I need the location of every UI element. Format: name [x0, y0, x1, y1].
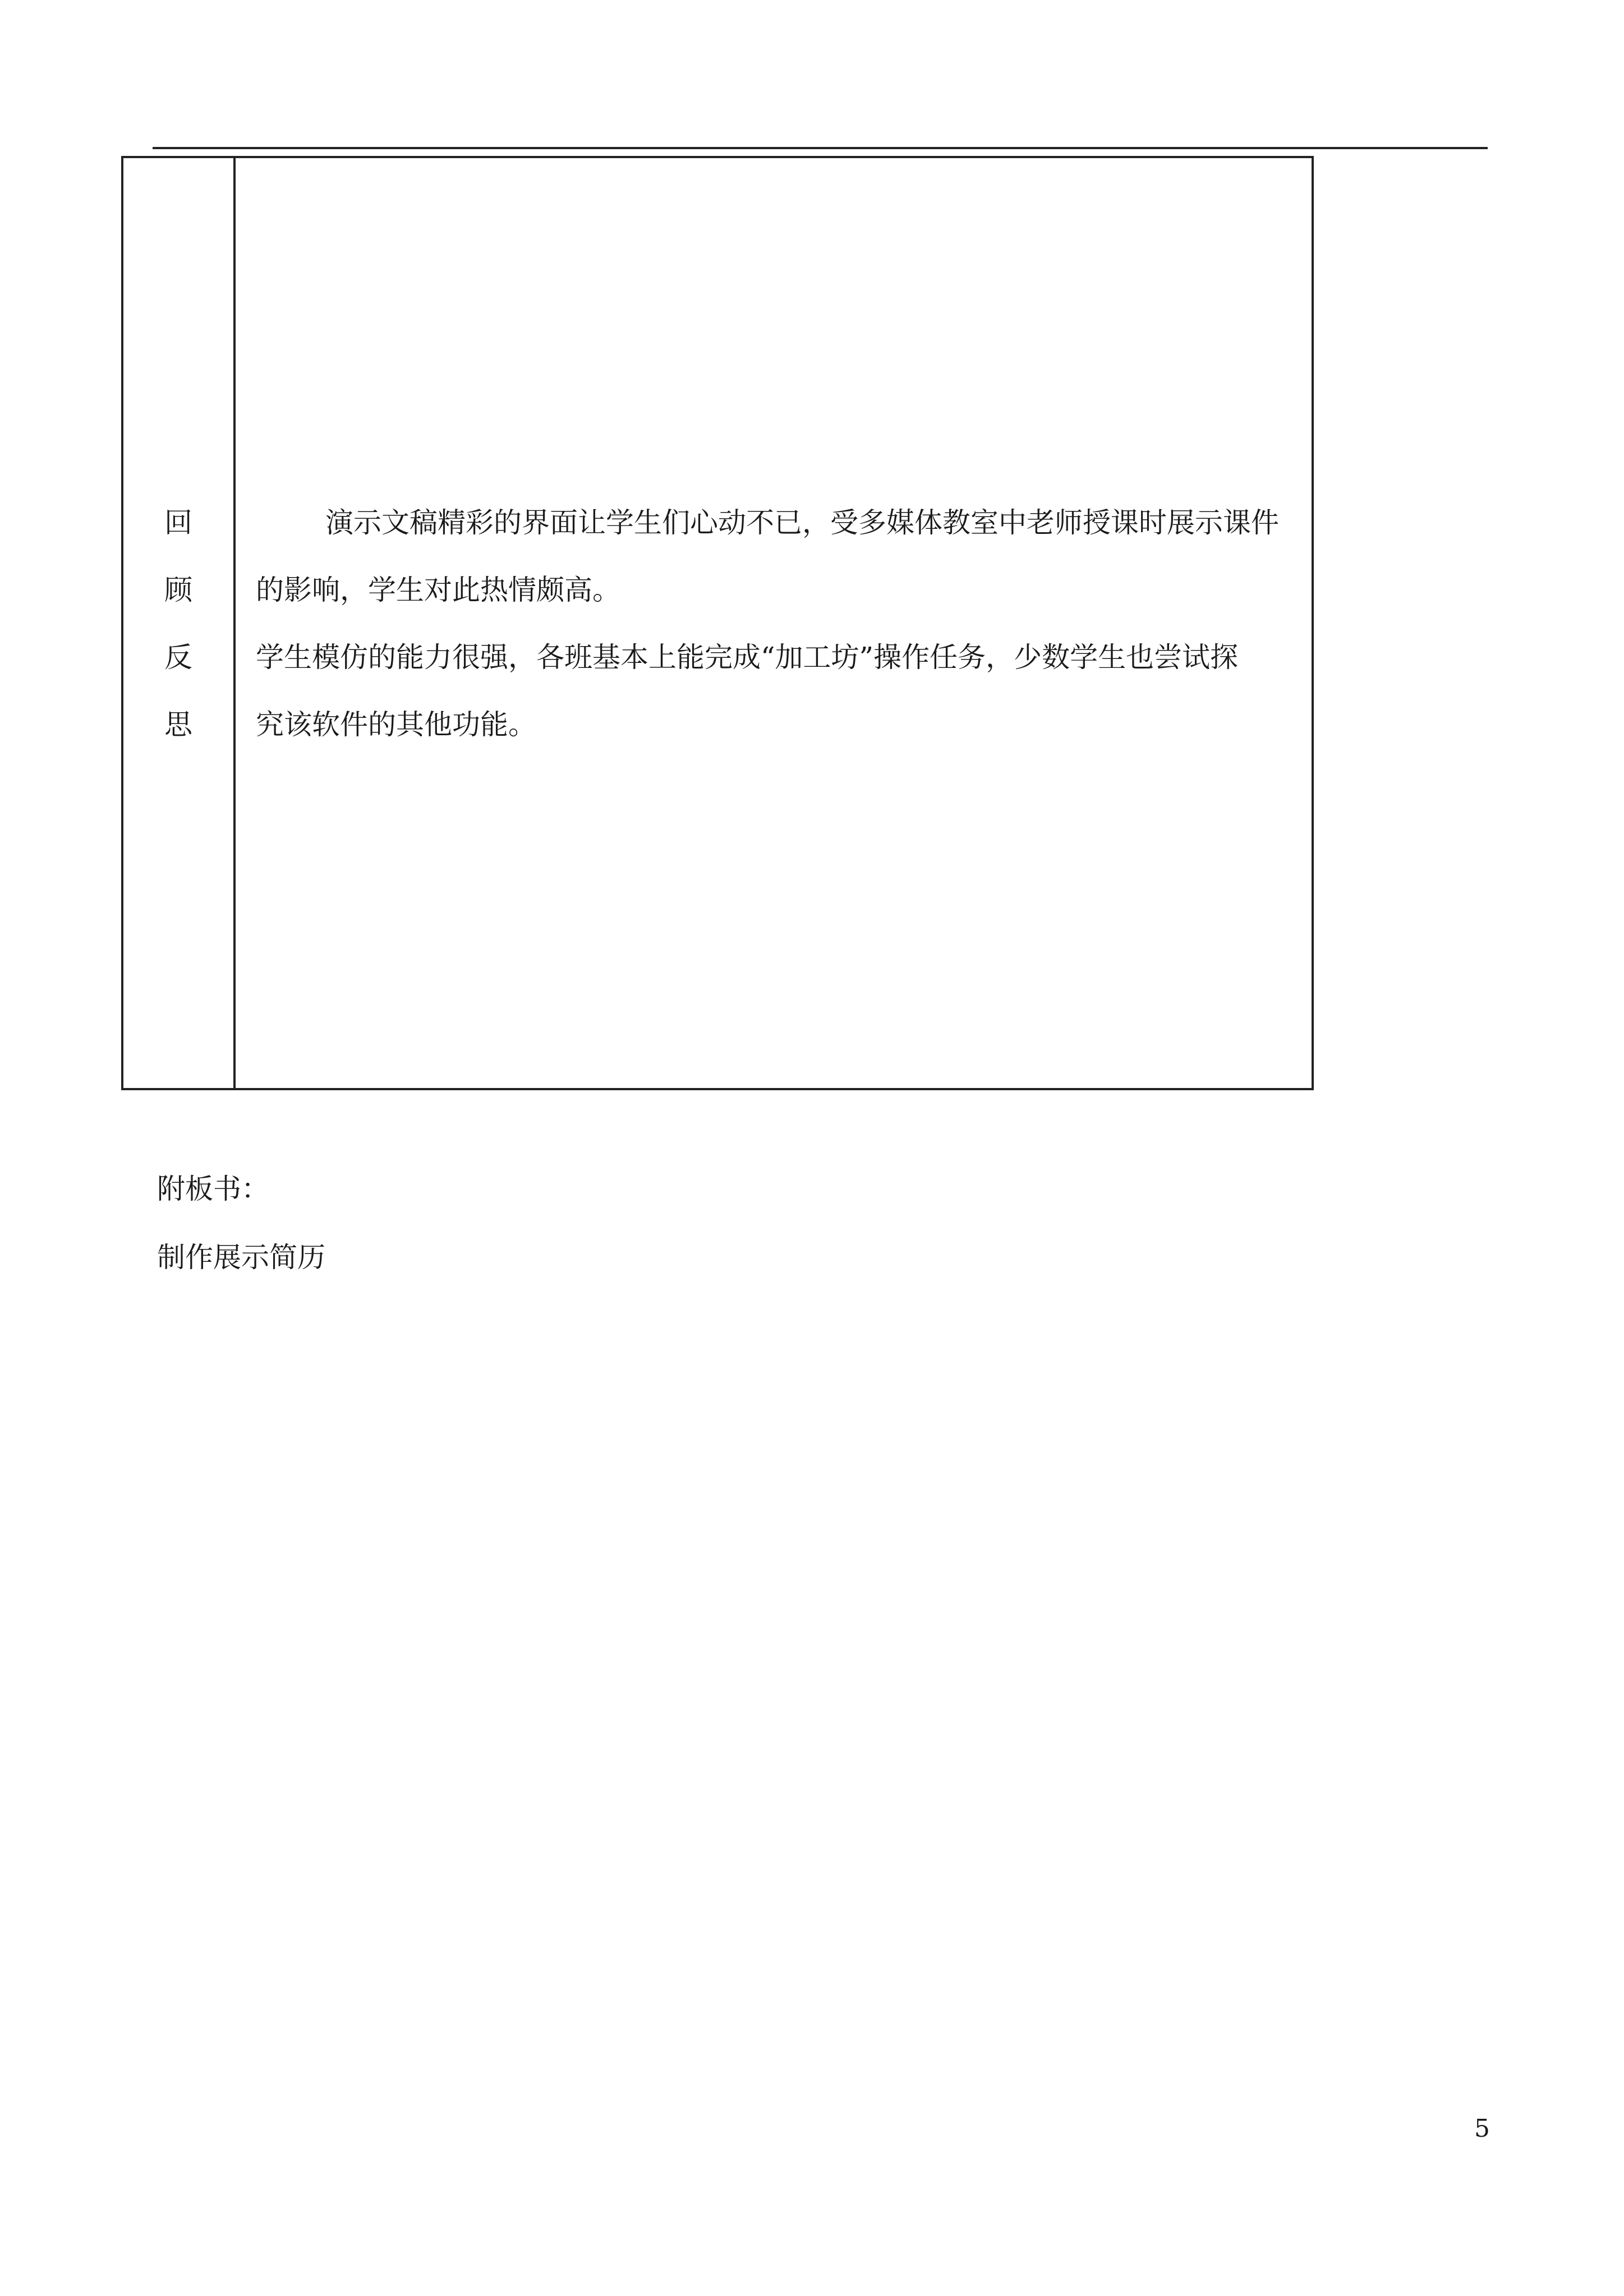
label-char-2: 顾 [164, 574, 192, 606]
page-number: 5 [1474, 2114, 1490, 2143]
header-rule [153, 147, 1488, 149]
appendix-line: 制作展示简历 [157, 1241, 325, 1274]
label-char-1: 回 [164, 506, 192, 539]
reflection-line-4: 究该软件的其他功能。 [256, 708, 536, 741]
reflection-line-3: 学生模仿的能力很强，各班基本上能完成“加工坊”操作任务，少数学生也尝试探 [256, 641, 1239, 674]
reflection-label-cell [123, 158, 236, 1088]
reflection-line-2: 的影响，学生对此热情颇高。 [256, 574, 620, 606]
label-char-4: 思 [164, 708, 192, 741]
reflection-line-1: 演示文稿精彩的界面让学生们心动不已，受多媒体教室中老师授课时展示课件 [325, 506, 1279, 539]
appendix-heading: 附板书： [157, 1173, 269, 1205]
reflection-table [121, 156, 1314, 1090]
label-char-3: 反 [164, 641, 192, 674]
reflection-content-cell [236, 158, 1312, 1088]
